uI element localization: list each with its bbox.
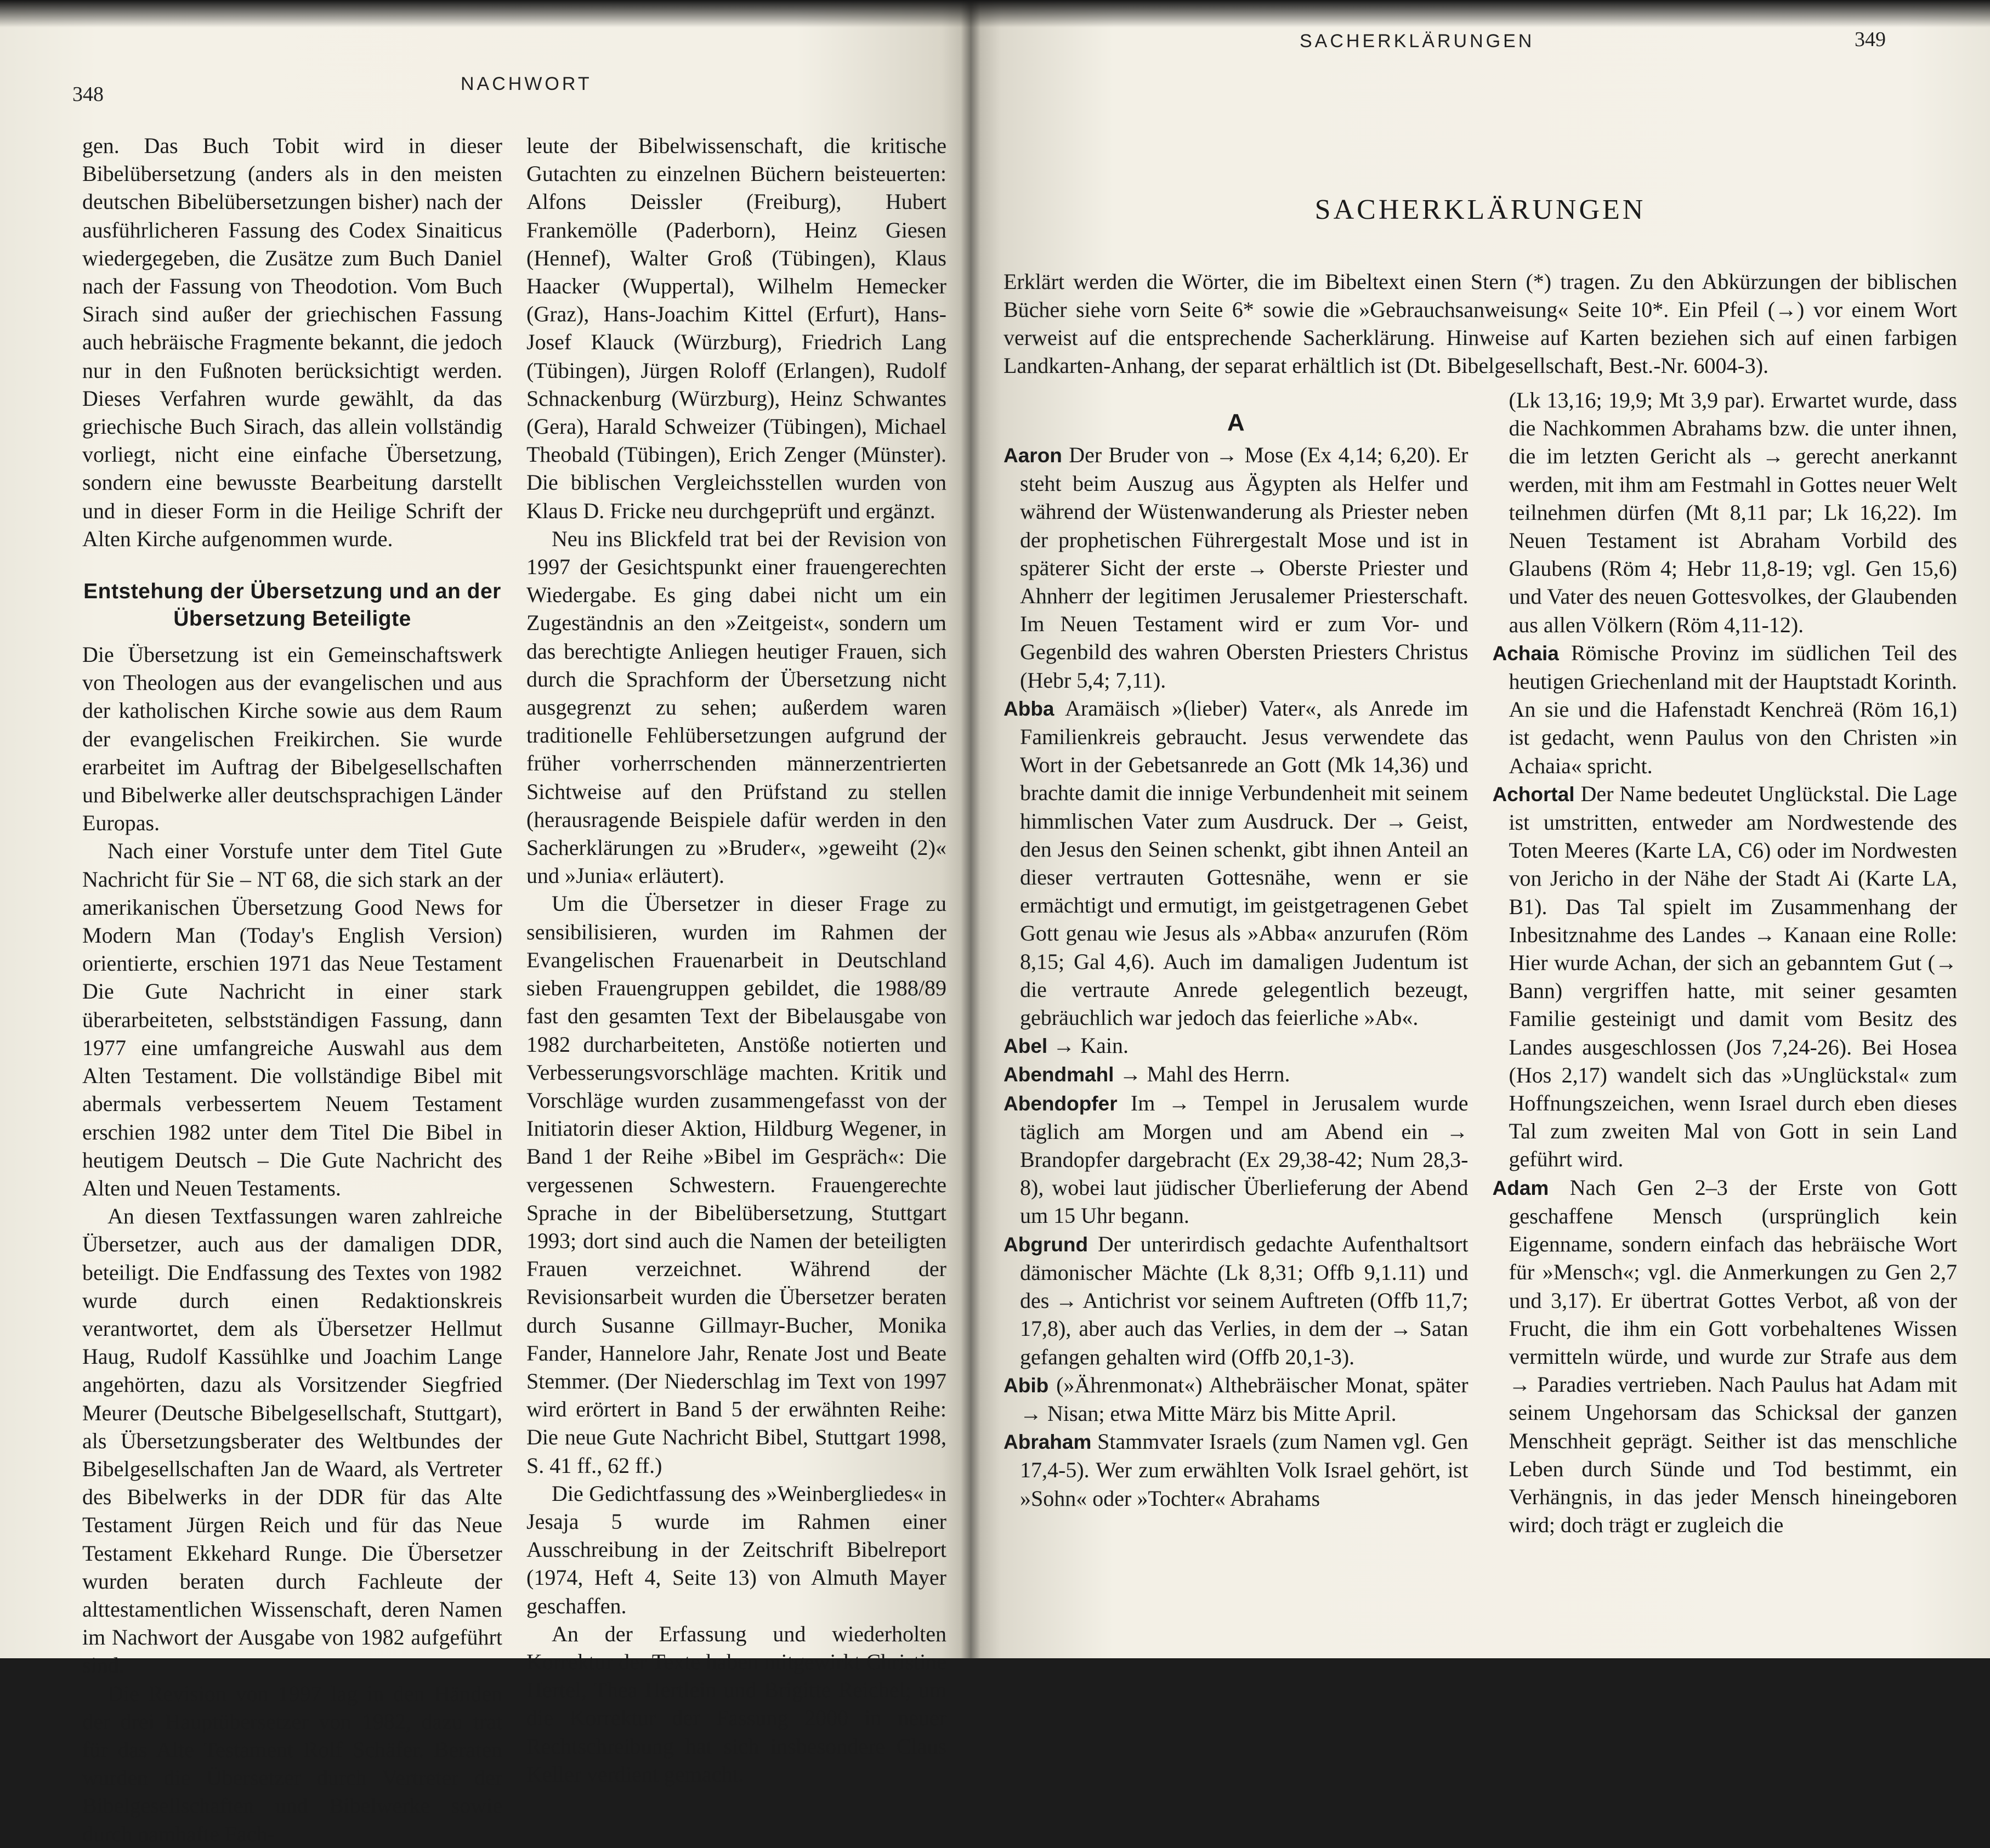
page-number-left: 348 [72,83,104,106]
glossary-term: Achortal [1492,783,1575,806]
glossary-definition: Der Name bedeutet Unglückstal. Die Lage ist umstritten, entweder am Nordwestende des Toten Meeres (Karte LA, C6) oder im Nordwesten von Jericho in der Nähe der Stadt Ai (Karte LA, B1). Das Tal spielt im Zusammenhang der Inbesitznahme des Landes → Kanaan eine Rolle: Hier wurde Achan, der sich an gebanntem Gut (→ Bann) vergriffen hatte, mit seiner gesamten Familie gesteinigt und damit vom Besitz des Landes ausgeschlossen (Jos 7,24-26). Bei Hosea (Hos 2,17) wandelt sich das »Unglückstal« zum Hoffnungszeichen, wenn Israel durch eben dieses Tal zum zweiten Mal von Gott in sein Land geführt wird. [1509,781,1958,1172]
page-number-right: 349 [1855,28,1886,51]
right-column-2 [1493,384,1958,1539]
glossary-definition: Im → Tempel in Jerusalem wurde täglich am Morgen und am Abend ein → Brandopfer dargebracht (Ex 29,38-42; Num 28,3-8), wobei laut jüdischer Überlieferung der Abend um 15 Uhr begann. [1020,1090,1469,1228]
glossary-definition: Der Bruder von → Mose (Ex 4,14; 6,20). Er steht beim Auszug aus Ägypten als Helfer und während der Wüstenwanderung als Priester neben der prophetischen Führergestalt Mose und ist in späterer Sicht der erste → Oberste Priester und Ahnherr der legitimen Jerusalemer Priesterschaft. Im Neuen Testament wird er zum Vor- und Gegenbild des wahren Obersten Priesters Christus (Hebr 5,4; 7,11). [1020,443,1469,693]
glossary-definition: Stammvater Israels (zum Namen vgl. Gen 17,4-5). Wer zum erwählten Volk Israel gehört, ist »Sohn« oder »Tochter« Abrahams [1020,1429,1469,1511]
glossary-term: Abib [1003,1374,1049,1397]
glossary-term: Aaron [1003,444,1062,467]
chapter-title: SACHERKLÄRUNGEN [1314,194,1646,225]
left-column-1 [82,132,502,1848]
glossary-term: Abendmahl [1003,1063,1114,1086]
section-letter: A [1227,409,1245,436]
paragraph: An der Erfassung und wiederholten Korrektur der Texte haben mitgewirkt Christine Hertel, Thea Hertlein und Brigitte Reichel; um die Korrektur der Fassung 2000 in neuer Rechtschreibung hat sich insbesondere Claus Keller verdient gemacht. [526,1621,946,1787]
top-shadow [0,0,1990,27]
paragraph: Die Gedichtfassung des »Weinbergliedes« in Jesaja 5 wurde im Rahmen einer Ausschreibung in der Zeitschrift Bibelreport (1974, Heft 4, Seite 13) von Almuth Mayer geschaffen. [526,1481,946,1618]
running-head-left: NACHWORT [461,73,592,94]
glossary-definition: Römische Provinz im südlichen Teil des heutigen Griechenland mit der Hauptstadt Korinth. An sie und die Hafenstadt Kenchreä (Röm 16,1) ist gedacht, wenn Paulus von den Christen »in Achaia« spricht. [1509,640,1957,778]
left-columns [82,132,946,1848]
glossary-definition: Der unterirdisch gedachte Aufenthaltsort dämonischer Mächte (Lk 8,31; Offb 9,1.11) und des → Antichrist vor seinem Auftreten (Offb 11,7; 17,8), aber auch das Verlies, in dem der → Satan gefangen gehalten wird (Offb 20,1-3). [1020,1231,1469,1369]
intro-paragraph: Erklärt werden die Wörter, die im Bibeltext einen Stern (*) tragen. Zu den Abkürzungen der biblischen Bücher siehe vorn Seite 6* sowie die »Gebrauchsanweisung« Seite 10*. Ein Pfeil (→) vor einem Wort verweist auf die entsprechende Sacherklärung. Hinweise auf Karten beziehen sich auf einen farbigen Landkarten-Anhang, der separat erhältlich ist (Dt. Bibelgesellschaft, Best.-Nr. 6004-3). [1003,269,1957,378]
glossary-definition: → Mahl des Herrn. [1119,1062,1290,1087]
glossary-entry [1493,639,1958,780]
glossary-term: Abba [1003,697,1054,720]
glossary-entry [1003,1230,1469,1371]
glossary-entry [1003,1089,1469,1230]
running-head-right: SACHERKLÄRUNGEN [1300,31,1535,52]
glossary-entry [1003,1371,1469,1427]
glossary-definition: (»Ährenmonat«) Althebräischer Monat, später → Nisan; etwa Mitte März bis Mitte April. [1020,1372,1469,1426]
glossary-term: Abel [1003,1035,1048,1058]
left-page [0,0,971,1846]
section-heading: Entstehung der Übersetzung und an der Übersetzung Beteiligte [83,580,501,631]
glossary-term: Achaia [1492,642,1559,665]
glossary-definition: (Lk 13,16; 19,9; Mt 3,9 par). Erwartet wurde, dass die Nachkommen Abrahams bzw. die unter ihnen, die im letzten Gericht als → gerecht anerkannt werden, mit ihm am Festmahl in Gottes neuer Welt teilnehmen dürfen (Mt 8,11 par; Lk 16,22). Im Neuen Testament ist Abraham Vorbild des Glaubens (Röm 4; Hebr 11,8-19; vgl. Gen 15,6) und Vater des neuen Gottesvolkes, der Glaubenden aus allen Völkern (Röm 4,11-12). [1509,388,1957,637]
glossary-entry [1003,694,1469,1031]
glossary-term: Abendopfer [1003,1092,1118,1115]
glossary-entry [1003,1427,1469,1512]
paragraph: An diesen Textfassungen waren zahlreiche Übersetzer, auch aus der damaligen DDR, beteiligt. Die Endfassung des Textes von 1982 wurde durch einen Redaktionskreis verantwortet, dem als Übersetzer Hellmut Haug, Rudolf Kassühlke und Joachim Lange angehörten, dazu als Vorsitzender Siegfried Meurer (Deutsche Bibelgesellschaft, Stuttgart), als Übersetzungsberater des Weltbundes der Bibelgesellschaften Jan de Waard, als Vertreter des Bibelwerks in der DDR für das Alte Testament Jürgen Reich und für das Neue Testament Ekkehard Runge. Die Übersetzer wurden beraten durch Fachleute der alttestamentlichen Wissenschaft, deren Namen im Nachwort der Ausgabe von 1982 aufgeführt sind. [82,1204,502,1678]
glossary-entry [1493,780,1958,1174]
paragraph: gen. Das Buch Tobit wird in dieser Bibelübersetzung (anders als in den meisten deutschen Bibelübersetzungen bisher) nach der ausführlicheren Fassung des Codex Sinaiticus wiedergegeben, die Zusätze zum Buch Daniel nach der Fassung von Theodotion. Vom Buch Sirach sind außer der griechischen Fassung auch hebräische Fragmente bekannt, die jedoch nur in den Fußnoten berücksichtigt werden. Dieses Verfahren wurde gewählt, da das griechische Buch Sirach, das allein vollständig vorliegt, nicht eine einfache Übersetzung, sondern eine bewusste Bearbeitung darstellt und in dieser Form in die Heilige Schrift der Alten Kirche aufgenommen wurde. [82,133,502,551]
book-gutter [961,0,980,1658]
glossary-entry [1493,1174,1958,1539]
glossary-entry [1003,1060,1469,1089]
intro-text [1003,268,1957,379]
glossary-entry [1003,441,1469,694]
right-page [971,0,1990,1658]
left-column-2 [526,132,946,1848]
glossary-entry [1493,386,1958,639]
glossary-term: Abgrund [1003,1233,1088,1256]
paragraph: Um die Übersetzer in dieser Frage zu sensibilisieren, wurden im Rahmen der Evangelischen Frauenarbeit in Deutschland sieben Frauengruppen gebildet, die 1988/89 fast den gesamten Text der Bibelausgabe von 1982 durcharbeiteten, Anstöße notierten und Verbesserungsvorschläge machten. Kritik und Vorschläge wurden zusammengefasst von der Initiatorin dieser Aktion, Hildburg Wegener, in Band 1 der Reihe »Bibel im Gespräch«: Die vergessenen Schwestern. Frauengerechte Sprache in der Bibelübersetzung, Stuttgart 1993; dort sind auch die Namen der beteiligten Frauen verzeichnet. Während der Revisionsarbeit wurden die Übersetzer beraten durch Susanne Gillmayr-Bucher, Monika Fander, Hannelore Jahr, Renate Jost und Beate Stemmer. (Der Niederschlag im Text von 1997 wird erörtert in Band 5 der erwähnten Reihe: Die neue Gute Nachricht Bibel, Stuttgart 1998, S. 41 ff., 62 ff.) [526,891,946,1478]
right-columns [1003,384,1957,1539]
paragraph: Nach einer Vorstufe unter dem Titel Gute Nachricht für Sie – NT 68, die sich stark an der amerikanischen Übersetzung Good News for Modern Man (Today's English Version) orientierte, erschien 1971 das Neue Testament Die Gute Nachricht in einer stark überarbeiteten, selbstständigen Fassung, dann 1977 eine umfangreiche Auswahl aus dem Alten Testament. Die vollständige Bibel mit abermals verbessertem Neuem Testament erschien 1982 unter dem Titel Die Bibel in heutigem Deutsch – Die Gute Nachricht des Alten und Neuen Testaments. [82,838,502,1200]
paragraph: Die Übersetzung ist ein Gemeinschaftswerk von Theologen aus der evangelischen und aus der katholischen Kirche sowie aus dem Raum der evangelischen Freikirchen. Sie wurde erarbeitet im Auftrag der Bibelgesellschaften und Bibelwerke aller deutschsprachigen Länder Europas. [82,642,502,836]
paragraph: Neu ins Blickfeld trat bei der Revision von 1997 der Gesichtspunkt einer frauengerechten Wiedergabe. Es ging dabei nicht um ein Zugeständnis an den »Zeitgeist«, sondern um das berechtigte Anliegen heutiger Frauen, sich durch die Sprachform der Übersetzung nicht ausgegrenzt zu sehen; außerdem waren traditionelle Fehlübersetzungen aufgrund der früher vorherrschenden männerzentrierten Sichtweise auf den Prüfstand zu stellen (herausragende Beispiele dafür werden in den Sacherklärungen zu »Bruder«, »geweiht (2)« und »Junia« erläutert). [526,526,946,888]
glossary-term: Adam [1492,1176,1549,1199]
right-column-1 [1003,384,1469,1539]
paragraph: leute der Bibelwissenschaft, die kritische Gutachten zu einzelnen Büchern beisteuerten: Alfons Deissler (Freiburg), Hubert Frankemölle (Paderborn), Heinz Giesen (Hennef), Walter Groß (Tübingen), Klaus Haacker (Wuppertal), Wilhelm Hemecker (Graz), Hans-Joachim Kittel (Erfurt), Hans-Josef Klauck (Würzburg), Friedrich Lang (Tübingen), Jürgen Roloff (Erlangen), Rudolf Schnackenburg (Würzburg), Heinz Schwantes (Gera), Harald Schweizer (Tübingen), Michael Theobald (Tübingen), Erich Zenger (Münster). Die biblischen Vergleichsstellen wurden von Klaus D. Fricke neu durchgeprüft und ergänzt. [526,133,946,523]
glossary-term: Abraham [1003,1431,1092,1454]
glossary-definition: → Kain. [1053,1033,1129,1058]
glossary-definition: Nach Gen 2–3 der Erste von Gott geschaffene Mensch (ursprünglich kein Eigenname, sondern einfach das hebräische Wort für »Mensch«; vgl. die Anmerkungen zu Gen 2,7 und 3,17). Er übertrat Gottes Verbot, aß von der Frucht, die ihm ein Gott vorbehaltenes Wissen vermitteln würde, und wurde zur Strafe aus dem → Paradies vertrieben. Nach Paulus hat Adam mit seinem Ungehorsam das Schicksal der ganzen Menschheit geprägt. Seither ist das menschliche Leben durch Sünde und Tod bestimmt, ein Verhängnis, in das jeder Mensch hineingeboren wird; doch trägt er zugleich die [1509,1175,1957,1538]
glossary-definition: Aramäisch »(lieber) Vater«, als Anrede im Familienkreis gebraucht. Jesus verwendete das Wort in der Gebetsanrede an Gott (Mk 14,36) und brachte damit die innige Verbundenheit mit seinem himmlischen Vater zum Ausdruck. Der → Geist, den Jesus den Seinen schenkt, gibt ihnen Anteil an dieser vertrauten Gottesnähe, wenn er sie ermächtigt und ermutigt, im geistgetragenen Gebet Gott genau wie Jesus als »Abba« anzurufen (Röm 8,15; Gal 4,6). Auch im damaligen Judentum ist die vertraute Anrede gelegentlich bezeugt, gebräuchlich war jedoch das feierliche »Ab«. [1020,695,1469,1030]
paragraph: Die Revision von 1997 lag in den Händen der drei Hauptübersetzer von 1982, dazu trat für das Alte Testament Rolf Schäfer. Beraten wurden die Übersetzer durch Vertreter der Bibelgesellschaften und Bibelwerke sowie durch namhafte Fach- [82,1681,502,1846]
glossary-entry [1003,1031,1469,1060]
